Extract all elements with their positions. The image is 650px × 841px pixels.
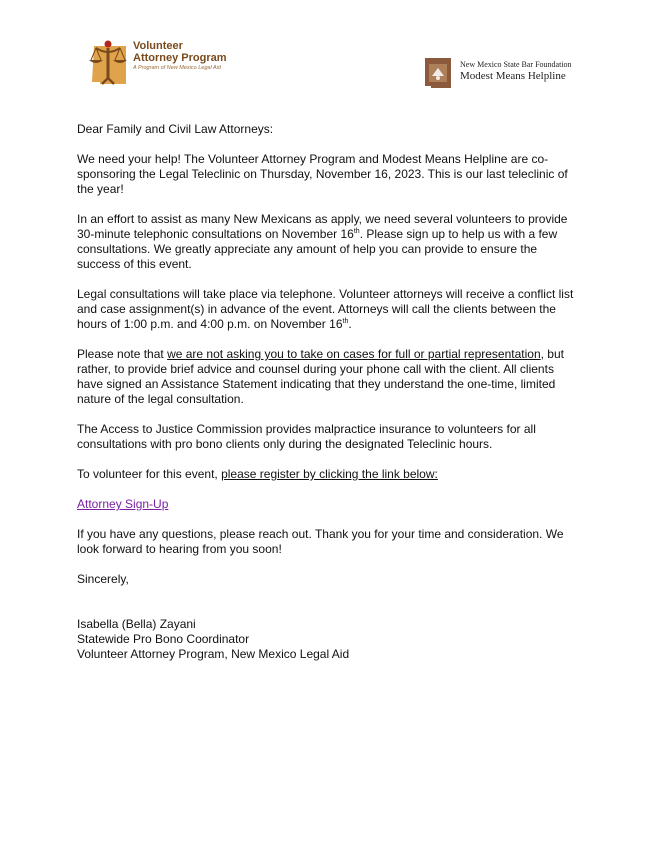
p3-text-before: Legal consultations will take place via telephone. Volunteer attorneys will receive a conflict list and case assignment(s) in advance of the event. Attorneys will call the clients between the hours of 1:00 p.m. and 4:00 p.m. on November 16 xyxy=(77,287,574,331)
p3-superscript: th xyxy=(342,318,349,325)
vap-logo-line2: Attorney Program xyxy=(133,52,227,64)
mmh-logo-line2: Modest Means Helpline xyxy=(460,70,566,82)
p2-text-after: . Please sign up to help us with a few consultations. We greatly appreciate any amount of help you can provide to ensure the success of this event. xyxy=(77,227,558,271)
signature-organization: Volunteer Attorney Program, New Mexico Legal Aid xyxy=(77,647,350,661)
vap-logo-tagline: A Program of New Mexico Legal Aid xyxy=(133,65,221,71)
mmh-logo-line1: New Mexico State Bar Foundation xyxy=(460,60,572,69)
attorney-sign-up-link[interactable]: Attorney Sign-Up xyxy=(77,497,169,511)
p2-superscript: th xyxy=(353,228,360,235)
signature-block xyxy=(77,617,582,662)
paragraph-consultation-details xyxy=(77,287,582,332)
paragraph-volunteers-needed xyxy=(77,212,582,272)
p2-text-before: In an effort to assist as many New Mexicans as apply, we need several volunteers to provide 30-minute telephonic consultations on November 16 xyxy=(77,212,568,241)
signature-name: Isabella (Bella) Zayani xyxy=(77,617,196,631)
signature-title: Statewide Pro Bono Coordinator xyxy=(77,632,250,646)
modest-means-helpline-logo xyxy=(421,56,591,92)
p6-text-before: To volunteer for this event, xyxy=(77,467,222,481)
p6-underlined-text: please register by clicking the link below: xyxy=(221,467,438,481)
scales-of-justice-icon xyxy=(80,38,132,88)
letter-body xyxy=(77,122,582,662)
paragraph-register xyxy=(77,467,582,482)
p4-text-after: , but rather, to provide brief advice and counsel during your phone call with the client. All clients have signed an Assistance Statement indicating that they understand the one-time, limited nature of the legal consultation. xyxy=(77,347,564,406)
paragraph-questions: If you have any questions, please reach out. Thank you for your time and consideration. We look forward to hearing from you soon! xyxy=(77,527,564,556)
p4-text-before: Please note that xyxy=(77,347,168,361)
new-mexico-map-icon xyxy=(421,56,455,90)
salutation: Dear Family and Civil Law Attorneys: xyxy=(77,122,274,136)
paragraph-malpractice-insurance: The Access to Justice Commission provides malpractice insurance to volunteers for all consultations with pro bono clients only during the designated Teleclinic hours. xyxy=(77,422,536,451)
p3-text-after: . xyxy=(348,317,352,331)
paragraph-call-for-help: We need your help! The Volunteer Attorney Program and Modest Means Helpline are co-sponsoring the Legal Teleclinic on Thursday, November 16, 2023. This is our last teleclinic of the year! xyxy=(77,152,568,196)
vap-logo-line1: Volunteer xyxy=(133,40,183,52)
paragraph-scope-note xyxy=(77,347,582,407)
closing: Sincerely, xyxy=(77,572,129,586)
volunteer-attorney-program-logo xyxy=(80,38,227,90)
p4-underlined-text: we are not asking you to take on cases for full or partial representation xyxy=(167,347,541,361)
